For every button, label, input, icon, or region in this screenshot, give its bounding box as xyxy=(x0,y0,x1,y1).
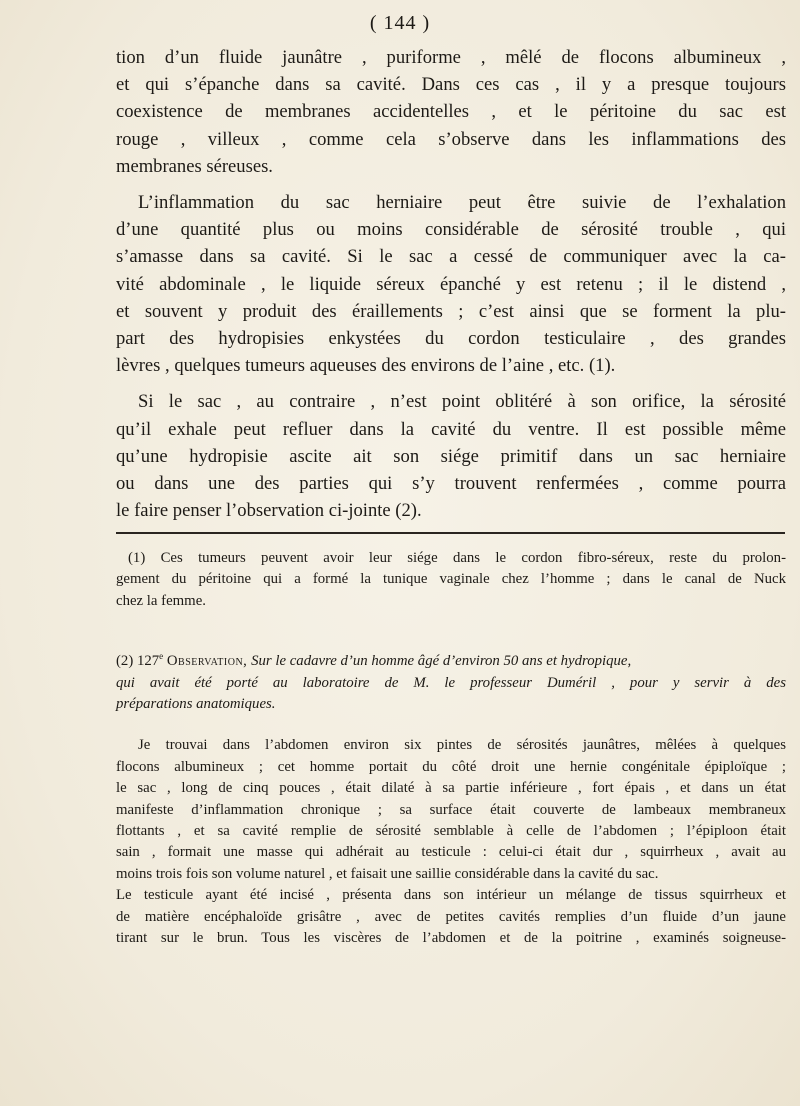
text-line: ou dans une des parties qui s’y trouvent renfermées , comme pourra xyxy=(116,473,786,495)
footnote-line: moins trois fois son volume naturel , et faisait une saillie considérable dans la cavité du sac. xyxy=(116,865,659,882)
footnote-line xyxy=(116,694,786,715)
footnotes xyxy=(116,548,786,949)
footnote-line: flocons albumineux ; cet homme portait du côté droit une hernie congénitale épiploïque ; xyxy=(116,758,786,775)
text-line: et qui s’épanche dans sa cavité. Dans ces cas , il y a presque toujours xyxy=(116,74,786,96)
text-line: membranes séreuses. xyxy=(116,155,273,177)
footnote-1 xyxy=(116,548,786,612)
observation-title: Sur le cadavre d’un homme âgé d’environ 50 ans et hydropique, xyxy=(251,653,632,670)
text-line: le faire penser l’observation ci-jointe (2). xyxy=(116,500,422,522)
observation-number: (2) 127 xyxy=(116,653,160,670)
observation-title: qui avait été porté au laboratoire de M. le professeur Duméril , pour y servir à des xyxy=(116,674,786,691)
text-line: lèvres , quelques tumeurs aqueuses des environs de l’aine , etc. (1). xyxy=(116,355,616,377)
text-line: Si le sac , au contraire , n’est point oblitéré à son orifice, la sérosité xyxy=(138,391,786,413)
text-line: qu’une hydropisie ascite ait son siége primitif dans un sac herniaire xyxy=(116,445,786,467)
footnote-line: tirant sur le brun. Tous les viscères de l’abdomen et de la poitrine , examinés soigneuse- xyxy=(116,930,786,947)
text-line: qu’il exhale peut refluer dans la cavité du ventre. Il est possible même xyxy=(116,418,786,440)
spacer xyxy=(116,612,786,646)
footnote-line: manifeste d’inflammation chronique ; sa surface était couverte de lambeaux membraneux xyxy=(116,801,786,818)
observation-label: Observation, xyxy=(166,653,248,670)
observation-title: préparations anatomiques. xyxy=(116,695,276,712)
spacer xyxy=(116,715,786,735)
footnote-line: flottants , et sa cavité remplie de sérosité semblable à celle de l’abdomen ; l’épiploon était xyxy=(116,822,786,839)
text-line: d’une quantité plus ou moins considérable de sérosité trouble , qui xyxy=(116,219,786,241)
text-line: part des hydropisies enkystées du cordon testiculaire , des grandes xyxy=(116,328,786,350)
text-line: rouge , villeux , comme cela s’observe dans les inflammations des xyxy=(116,128,786,150)
main-text xyxy=(116,44,786,524)
footnote-line: Le testicule ayant été incisé , présenta dans son intérieur un mélange de tissus squirrheux et xyxy=(116,887,786,904)
paragraph-1 xyxy=(116,44,786,180)
text-line: tion d’un fluide jaunâtre , puriforme , mêlé de flocons albumineux , xyxy=(116,47,786,68)
paragraph-3 xyxy=(116,388,786,524)
text-line: L’inflammation du sac herniaire peut être suivie de l’exhalation xyxy=(138,192,786,214)
text-line: vité abdominale , le liquide séreux épanché y est retenu ; il le distend , xyxy=(116,273,786,295)
page-number: ( 144 ) xyxy=(369,12,431,34)
text-line: coexistence de membranes accidentelles , et le péritoine du sac est xyxy=(116,101,786,123)
footnote-separator xyxy=(116,532,785,534)
footnote-heading-line xyxy=(116,646,786,672)
footnote-line: le sac , long de cinq pouces , était dilaté à sa partie inférieure , fort épais , et dans un état xyxy=(116,780,786,797)
ordinal-suffix: e xyxy=(159,651,164,662)
text-line: s’amasse dans sa cavité. Si le sac a cessé de communiquer avec la ca- xyxy=(116,246,786,268)
footnote-line xyxy=(116,673,786,694)
footnote-line: (1) Ces tumeurs peuvent avoir leur siége dans le cordon fibro-séreux, reste du prolon- xyxy=(128,550,786,566)
footnote-line: gement du péritoine qui a formé la tunique vaginale chez l’homme ; dans le canal de Nuck xyxy=(116,571,786,588)
footnote-line: Je trouvai dans l’abdomen environ six pintes de sérosités jaunâtres, mêlées à quelques xyxy=(138,737,786,754)
footnote-line: de matière encéphaloïde grisâtre , avec de petites cavités remplies d’un fluide d’un jaune xyxy=(116,908,786,925)
footnote-line: chez la femme. xyxy=(116,592,206,609)
footnote-2 xyxy=(116,646,786,949)
footnote-line: sain , formait une masse qui adhérait au testicule : celui-ci était dur , squirrheux , avait au xyxy=(116,844,786,861)
paragraph-2 xyxy=(116,189,786,379)
text-line: et souvent y produit des éraillements ; c’est ainsi que se forment la plu- xyxy=(116,300,786,322)
